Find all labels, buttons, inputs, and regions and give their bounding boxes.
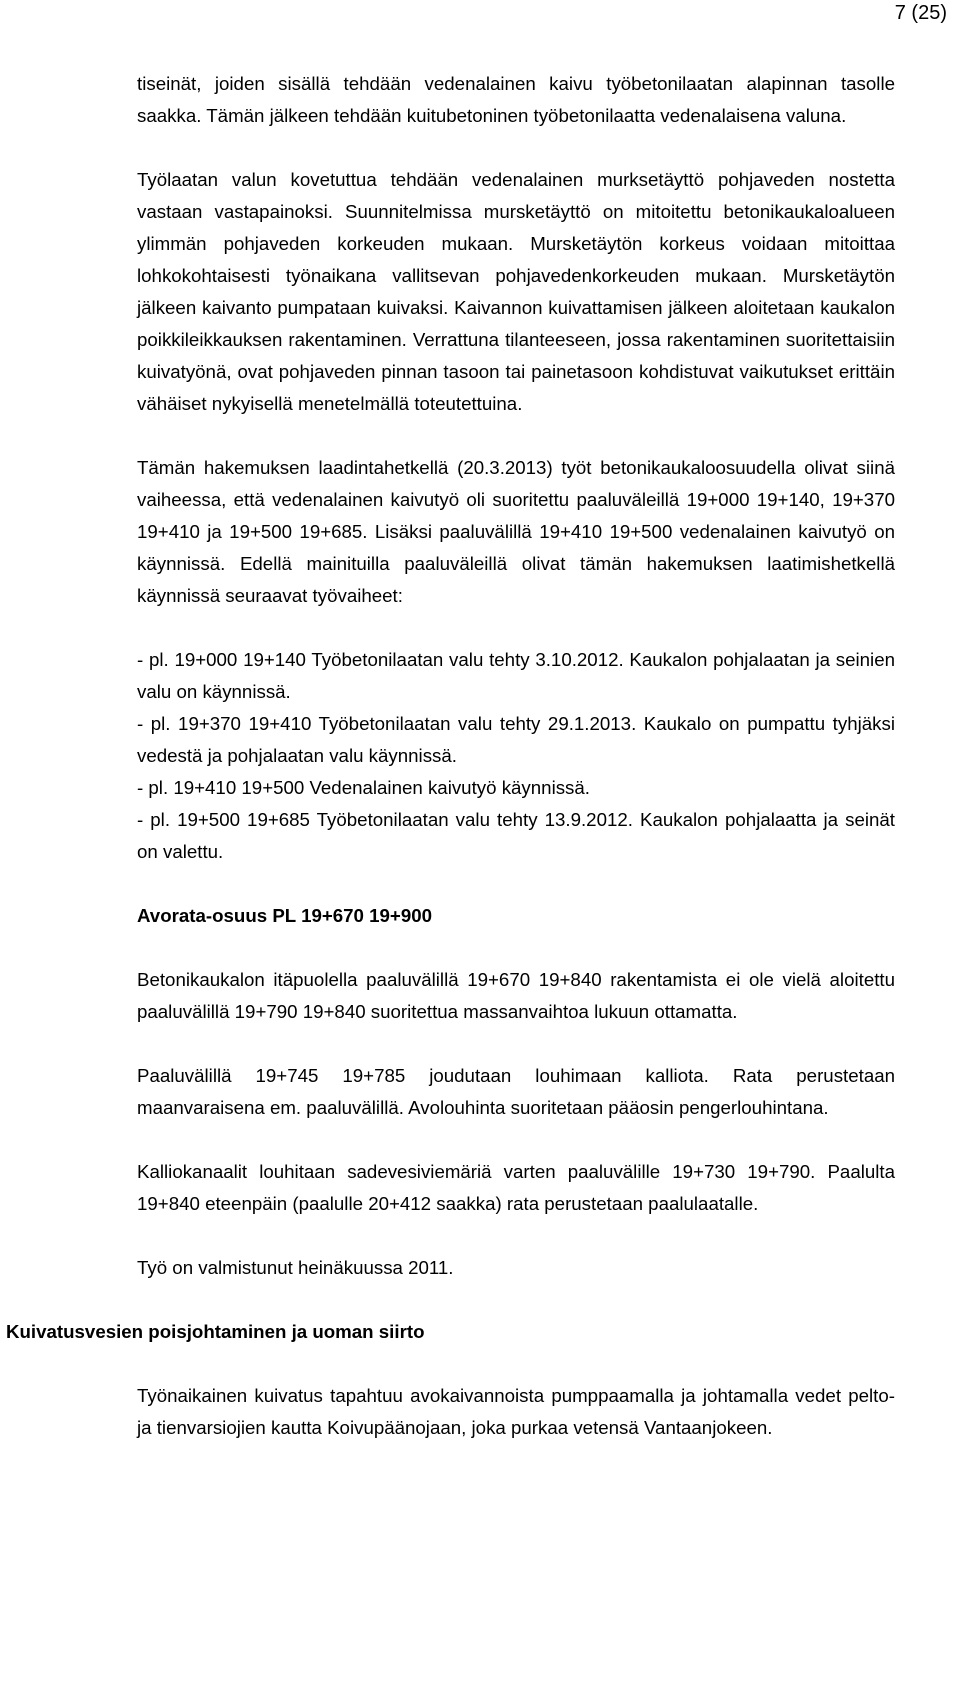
paragraph-3: Tämän hakemuksen laadintahetkellä (20.3.2013) työt betonikaukaloosuudella olivat siinä vaiheessa, että vedenalainen kaivutyö oli suoritettu paaluväleillä 19+000 19+140, 19+370 19+410 ja 19+500 19+685. Lisäksi paaluvälillä 19+410 19+500 vedenalainen kaivutyö on käynnissä. Edellä mainituilla paaluväleillä olivat tämän hakemuksen laatimishetkellä käynnissä seuraavat työvaiheet: [137,457,895,606]
work-phase-item: - pl. 19+000 19+140 Työbetonilaatan valu tehty 3.10.2012. Kaukalon pohjalaatan ja seinien valu on käynnissä. [137,649,895,702]
page-number: 7 (25) [894,2,947,24]
document-body [6,68,895,1476]
work-phase-list [137,644,895,868]
avorata-paragraph: Työ on valmistunut heinäkuussa 2011. [137,1257,454,1278]
kuivatus-paragraph: Työnaikainen kuivatus tapahtuu avokaivannoista pumppaamalla ja johtamalla vedet pelto- ja tienvarsiojien kautta Koivupäänojaan, joka purkaa vetensä Vantaanjokeen. [137,1385,895,1438]
work-phase-item: - pl. 19+410 19+500 Vedenalainen kaivutyö käynnissä. [137,777,590,798]
section-heading-avorata: Avorata-osuus PL 19+670 19+900 [137,905,433,926]
avorata-paragraph: Kalliokanaalit louhitaan sadevesiviemäriä varten paaluvälille 19+730 19+790. Paalulta 19+840 eteenpäin (paalulle 20+412 saakka) rata perustetaan paalulaatalle. [137,1161,895,1214]
work-phase-item: - pl. 19+500 19+685 Työbetonilaatan valu tehty 13.9.2012. Kaukalon pohjalaatta ja seinät on valettu. [137,809,895,862]
avorata-paragraph: Betonikaukalon itäpuolella paaluvälillä 19+670 19+840 rakentamista ei ole vielä aloitettu paaluvälillä 19+790 19+840 suoritettua massanvaihtoa lukuun ottamatta. [137,969,895,1022]
paragraph-1: tiseinät, joiden sisällä tehdään vedenalainen kaivu työbetonilaatan alapinnan tasolle saakka. Tämän jälkeen tehdään kuitubetoninen työbetonilaatta vedenalaisena valuna. [137,73,895,126]
paragraph-2: Työlaatan valun kovetuttua tehdään vedenalainen murksetäyttö pohjaveden nostetta vastaan vastapainoksi. Suunnitelmissa mursketäyttö on mitoitettu betonikaukaloalueen ylimmän pohjaveden korkeuden mukaan. Mursketäytön korkeus voidaan mitoittaa lohkokohtaisesti työnaikana vallitsevan pohjavedenkorkeuden mukaan. Mursketäytön jälkeen kaivanto pumpataan kuivaksi. Kaivannon kuivattamisen jälkeen aloitetaan kaukalon poikkileikkauksen rakentaminen. Verrattuna tilanteeseen, jossa rakentaminen suoritettaisiin kuivatyönä, ovat pohjaveden pinnan tasoon tai painetasoon kohdistuvat vaikutukset erittäin vähäiset nykyisellä menetelmällä toteutettuina. [137,169,895,414]
section-heading-kuivatus: Kuivatusvesien poisjohtaminen ja uoman siirto [6,1321,425,1342]
avorata-paragraph: Paaluvälillä 19+745 19+785 joudutaan louhimaan kalliota. Rata perustetaan maanvaraisena em. paaluvälillä. Avolouhinta suoritetaan pääosin pengerlouhintana. [137,1065,895,1118]
work-phase-item: - pl. 19+370 19+410 Työbetonilaatan valu tehty 29.1.2013. Kaukalo on pumpattu tyhjäksi vedestä ja pohjalaatan valu käynnissä. [137,713,895,766]
